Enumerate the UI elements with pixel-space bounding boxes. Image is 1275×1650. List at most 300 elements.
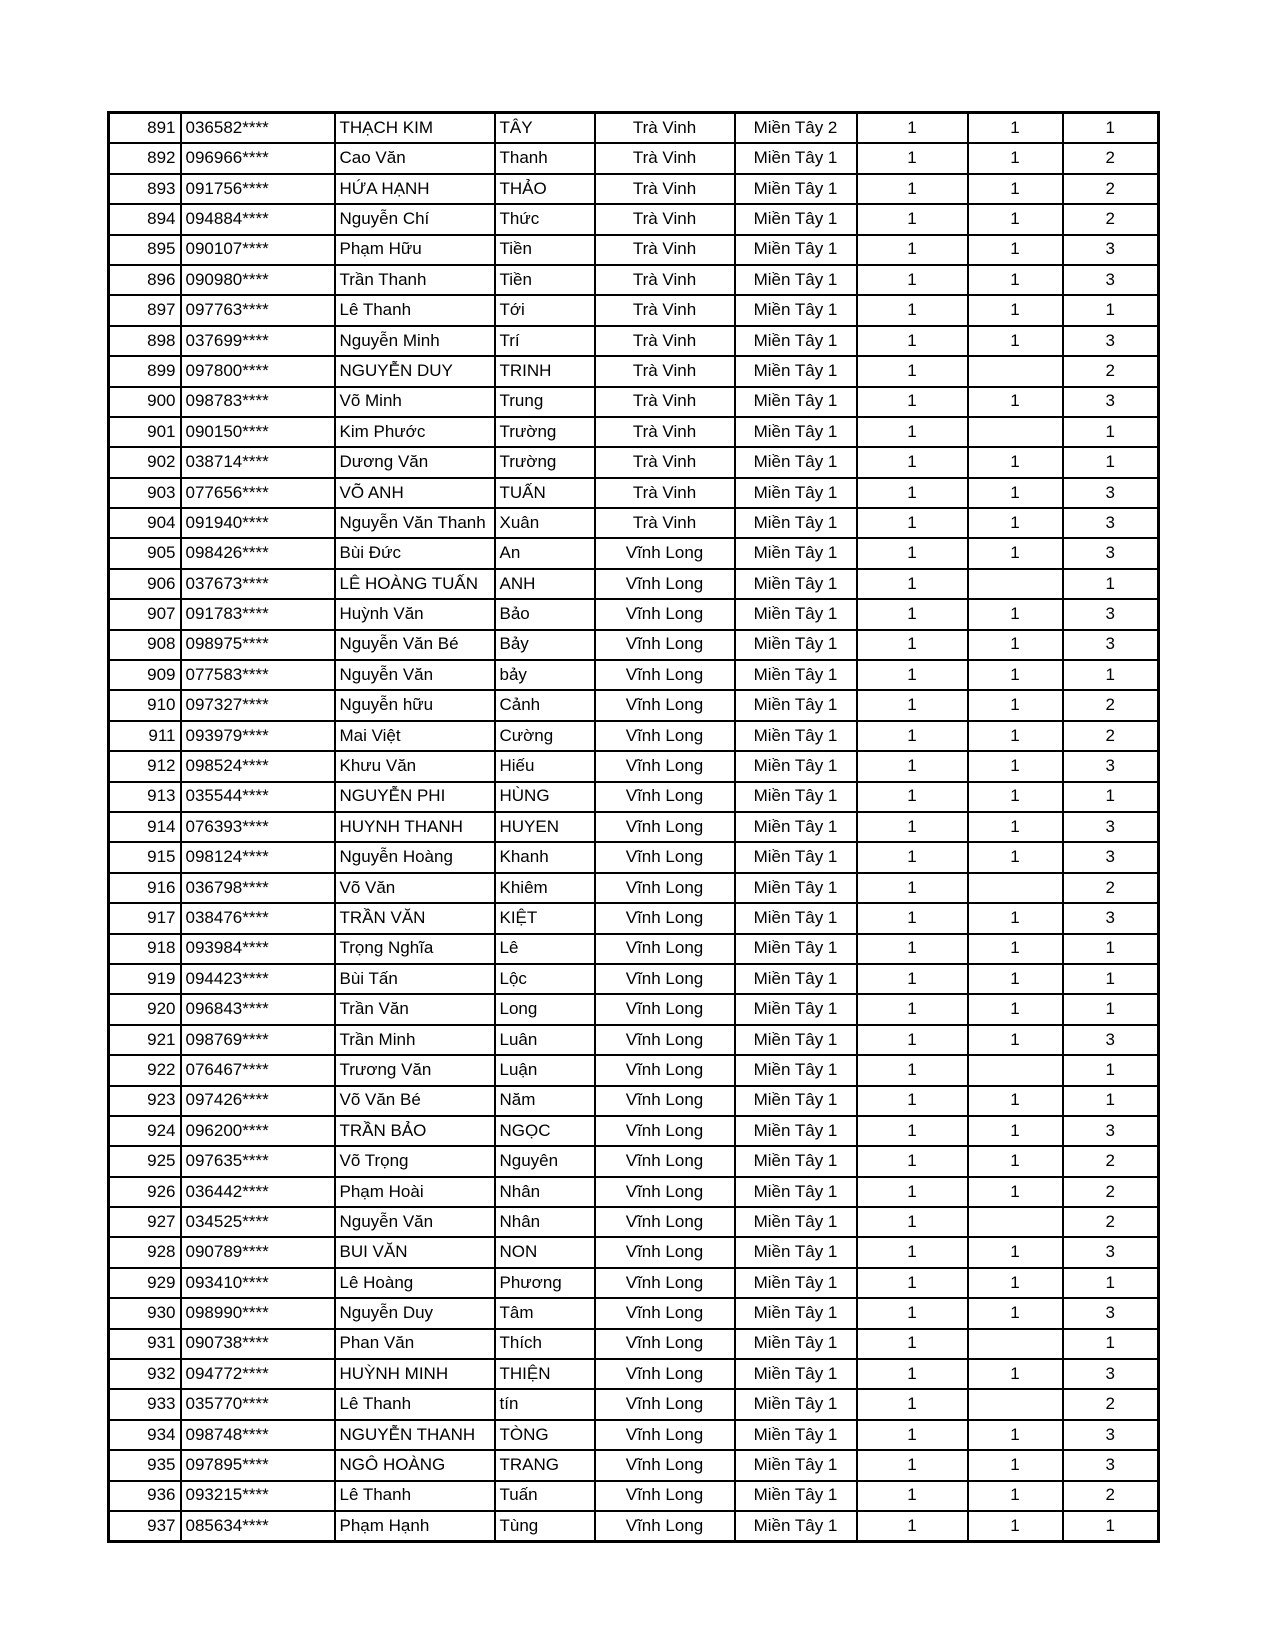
phone-cell: 097327****: [181, 690, 335, 720]
first-name-cell: Nguyễn hữu: [335, 690, 495, 720]
count3-cell: 3: [1063, 387, 1159, 417]
phone-cell: 097426****: [181, 1086, 335, 1116]
row-index-cell: 907: [109, 599, 181, 629]
count3-cell: 2: [1063, 1389, 1159, 1419]
phone-cell: 077583****: [181, 660, 335, 690]
count2-cell: 1: [968, 599, 1063, 629]
province-cell: Vĩnh Long: [595, 690, 735, 720]
phone-cell: 034525****: [181, 1207, 335, 1237]
last-name-cell: Tiền: [495, 235, 595, 265]
province-cell: Vĩnh Long: [595, 1450, 735, 1480]
phone-cell: 098748****: [181, 1420, 335, 1450]
count2-cell: 1: [968, 1237, 1063, 1267]
row-index-cell: 905: [109, 538, 181, 568]
last-name-cell: Nhân: [495, 1207, 595, 1237]
row-index-cell: 891: [109, 113, 181, 144]
table-row: [109, 690, 1159, 720]
phone-cell: 098990****: [181, 1298, 335, 1328]
count3-cell: 2: [1063, 1177, 1159, 1207]
province-cell: Vĩnh Long: [595, 721, 735, 751]
table-row: [109, 204, 1159, 234]
first-name-cell: Võ Trọng: [335, 1146, 495, 1176]
table-row: [109, 1207, 1159, 1237]
count3-cell: 3: [1063, 265, 1159, 295]
count3-cell: 3: [1063, 1359, 1159, 1389]
first-name-cell: TRẦN BẢO: [335, 1116, 495, 1146]
count3-cell: 3: [1063, 630, 1159, 660]
phone-cell: 097763****: [181, 295, 335, 325]
count2-cell: 1: [968, 1420, 1063, 1450]
first-name-cell: Nguyễn Văn Thanh: [335, 508, 495, 538]
first-name-cell: VÕ ANH: [335, 478, 495, 508]
row-index-cell: 926: [109, 1177, 181, 1207]
phone-cell: 038476****: [181, 903, 335, 933]
last-name-cell: Khanh: [495, 842, 595, 872]
count2-cell: 1: [968, 812, 1063, 842]
count2-cell: 1: [968, 265, 1063, 295]
first-name-cell: BUI VĂN: [335, 1237, 495, 1267]
province-cell: Trà Vinh: [595, 478, 735, 508]
phone-cell: 096200****: [181, 1116, 335, 1146]
table-row: [109, 1298, 1159, 1328]
count3-cell: 3: [1063, 235, 1159, 265]
last-name-cell: THIỆN: [495, 1359, 595, 1389]
last-name-cell: Xuân: [495, 508, 595, 538]
table-row: [109, 964, 1159, 994]
province-cell: Vĩnh Long: [595, 1086, 735, 1116]
table-row: [109, 174, 1159, 204]
count1-cell: 1: [857, 721, 968, 751]
first-name-cell: Phạm Hạnh: [335, 1511, 495, 1542]
count1-cell: 1: [857, 1207, 968, 1237]
province-cell: Trà Vinh: [595, 326, 735, 356]
last-name-cell: Nhân: [495, 1177, 595, 1207]
first-name-cell: Phan Văn: [335, 1329, 495, 1359]
count2-cell: 1: [968, 174, 1063, 204]
region-cell: Miền Tây 1: [735, 721, 857, 751]
row-index-cell: 897: [109, 295, 181, 325]
count1-cell: 1: [857, 1450, 968, 1480]
count1-cell: 1: [857, 204, 968, 234]
first-name-cell: Huỳnh Văn: [335, 599, 495, 629]
count3-cell: 2: [1063, 1207, 1159, 1237]
row-index-cell: 902: [109, 447, 181, 477]
row-index-cell: 923: [109, 1086, 181, 1116]
last-name-cell: Cảnh: [495, 690, 595, 720]
last-name-cell: TUẤN: [495, 478, 595, 508]
phone-cell: 090980****: [181, 265, 335, 295]
count2-cell: 1: [968, 721, 1063, 751]
province-cell: Trà Vinh: [595, 356, 735, 386]
first-name-cell: HỨA HẠNH: [335, 174, 495, 204]
count1-cell: 1: [857, 964, 968, 994]
province-cell: Vĩnh Long: [595, 569, 735, 599]
count3-cell: 1: [1063, 1329, 1159, 1359]
province-cell: Trà Vinh: [595, 113, 735, 144]
phone-cell: 090789****: [181, 1237, 335, 1267]
region-cell: Miền Tây 1: [735, 934, 857, 964]
table-row: [109, 1055, 1159, 1085]
phone-cell: 035544****: [181, 782, 335, 812]
first-name-cell: Trần Thanh: [335, 265, 495, 295]
row-index-cell: 896: [109, 265, 181, 295]
province-cell: Trà Vinh: [595, 417, 735, 447]
region-cell: Miền Tây 1: [735, 1359, 857, 1389]
table-row: [109, 387, 1159, 417]
first-name-cell: THẠCH KIM: [335, 113, 495, 144]
region-cell: Miền Tây 1: [735, 1025, 857, 1055]
count3-cell: 1: [1063, 1511, 1159, 1542]
count2-cell: 1: [968, 1359, 1063, 1389]
count2-cell: [968, 873, 1063, 903]
count3-cell: 2: [1063, 873, 1159, 903]
count2-cell: 1: [968, 143, 1063, 173]
first-name-cell: Võ Văn Bé: [335, 1086, 495, 1116]
phone-cell: 098783****: [181, 387, 335, 417]
row-index-cell: 925: [109, 1146, 181, 1176]
table-row: [109, 842, 1159, 872]
table-row: [109, 1389, 1159, 1419]
phone-cell: 093410****: [181, 1268, 335, 1298]
last-name-cell: Tiền: [495, 265, 595, 295]
first-name-cell: LÊ HOÀNG TUẤN: [335, 569, 495, 599]
row-index-cell: 928: [109, 1237, 181, 1267]
table-row: [109, 1025, 1159, 1055]
count2-cell: 1: [968, 113, 1063, 144]
count1-cell: 1: [857, 903, 968, 933]
count2-cell: 1: [968, 934, 1063, 964]
count1-cell: 1: [857, 235, 968, 265]
count3-cell: 2: [1063, 174, 1159, 204]
count2-cell: 1: [968, 235, 1063, 265]
count1-cell: 1: [857, 174, 968, 204]
row-index-cell: 899: [109, 356, 181, 386]
region-cell: Miền Tây 1: [735, 204, 857, 234]
last-name-cell: TÒNG: [495, 1420, 595, 1450]
last-name-cell: Thanh: [495, 143, 595, 173]
phone-cell: 093979****: [181, 721, 335, 751]
count2-cell: 1: [968, 1268, 1063, 1298]
first-name-cell: Võ Văn: [335, 873, 495, 903]
row-index-cell: 901: [109, 417, 181, 447]
count1-cell: 1: [857, 660, 968, 690]
phone-cell: 096843****: [181, 994, 335, 1024]
phone-cell: 093215****: [181, 1481, 335, 1511]
province-cell: Vĩnh Long: [595, 1420, 735, 1450]
table-row: [109, 1146, 1159, 1176]
table-row: [109, 873, 1159, 903]
count2-cell: 1: [968, 1298, 1063, 1328]
province-cell: Vĩnh Long: [595, 1146, 735, 1176]
last-name-cell: Năm: [495, 1086, 595, 1116]
count1-cell: 1: [857, 265, 968, 295]
table-row: [109, 934, 1159, 964]
region-cell: Miền Tây 1: [735, 265, 857, 295]
count3-cell: 3: [1063, 842, 1159, 872]
table-row: [109, 1268, 1159, 1298]
count1-cell: 1: [857, 295, 968, 325]
province-cell: Trà Vinh: [595, 204, 735, 234]
region-cell: Miền Tây 1: [735, 478, 857, 508]
last-name-cell: Bảy: [495, 630, 595, 660]
row-index-cell: 912: [109, 751, 181, 781]
province-cell: Trà Vinh: [595, 447, 735, 477]
region-cell: Miền Tây 1: [735, 143, 857, 173]
count2-cell: 1: [968, 994, 1063, 1024]
count3-cell: 3: [1063, 1025, 1159, 1055]
phone-cell: 090107****: [181, 235, 335, 265]
count2-cell: [968, 1389, 1063, 1419]
count3-cell: 3: [1063, 1450, 1159, 1480]
count2-cell: [968, 1207, 1063, 1237]
count2-cell: [968, 417, 1063, 447]
province-cell: Vĩnh Long: [595, 782, 735, 812]
last-name-cell: THẢO: [495, 174, 595, 204]
row-index-cell: 908: [109, 630, 181, 660]
table-row: [109, 538, 1159, 568]
last-name-cell: Thức: [495, 204, 595, 234]
row-index-cell: 893: [109, 174, 181, 204]
first-name-cell: Nguyễn Văn: [335, 1207, 495, 1237]
first-name-cell: Khưu Văn: [335, 751, 495, 781]
phone-cell: 091940****: [181, 508, 335, 538]
table-row: [109, 478, 1159, 508]
last-name-cell: Thích: [495, 1329, 595, 1359]
count2-cell: 1: [968, 1025, 1063, 1055]
first-name-cell: Lê Thanh: [335, 295, 495, 325]
participants-table-body: [109, 113, 1159, 1542]
row-index-cell: 924: [109, 1116, 181, 1146]
count3-cell: 3: [1063, 1298, 1159, 1328]
region-cell: Miền Tây 1: [735, 873, 857, 903]
count1-cell: 1: [857, 994, 968, 1024]
last-name-cell: TÂY: [495, 113, 595, 144]
row-index-cell: 913: [109, 782, 181, 812]
row-index-cell: 911: [109, 721, 181, 751]
province-cell: Vĩnh Long: [595, 1116, 735, 1146]
table-row: [109, 751, 1159, 781]
first-name-cell: Trần Văn: [335, 994, 495, 1024]
first-name-cell: NGUYỄN DUY: [335, 356, 495, 386]
first-name-cell: TRẦN VĂN: [335, 903, 495, 933]
province-cell: Vĩnh Long: [595, 1298, 735, 1328]
count2-cell: 1: [968, 447, 1063, 477]
count1-cell: 1: [857, 1237, 968, 1267]
last-name-cell: HÙNG: [495, 782, 595, 812]
province-cell: Vĩnh Long: [595, 934, 735, 964]
count3-cell: 3: [1063, 508, 1159, 538]
province-cell: Vĩnh Long: [595, 1055, 735, 1085]
last-name-cell: An: [495, 538, 595, 568]
phone-cell: 096966****: [181, 143, 335, 173]
table-row: [109, 235, 1159, 265]
table-row: [109, 1329, 1159, 1359]
phone-cell: 093984****: [181, 934, 335, 964]
region-cell: Miền Tây 1: [735, 782, 857, 812]
last-name-cell: Bảo: [495, 599, 595, 629]
region-cell: Miền Tây 1: [735, 1298, 857, 1328]
count3-cell: 1: [1063, 660, 1159, 690]
row-index-cell: 910: [109, 690, 181, 720]
last-name-cell: ANH: [495, 569, 595, 599]
region-cell: Miền Tây 1: [735, 751, 857, 781]
count2-cell: 1: [968, 326, 1063, 356]
row-index-cell: 934: [109, 1420, 181, 1450]
region-cell: Miền Tây 1: [735, 295, 857, 325]
count1-cell: 1: [857, 630, 968, 660]
first-name-cell: Phạm Hữu: [335, 235, 495, 265]
count2-cell: 1: [968, 842, 1063, 872]
count2-cell: 1: [968, 478, 1063, 508]
phone-cell: 098124****: [181, 842, 335, 872]
province-cell: Vĩnh Long: [595, 842, 735, 872]
first-name-cell: Nguyễn Văn Bé: [335, 630, 495, 660]
first-name-cell: Nguyễn Chí: [335, 204, 495, 234]
last-name-cell: NON: [495, 1237, 595, 1267]
count3-cell: 1: [1063, 782, 1159, 812]
table-row: [109, 782, 1159, 812]
count1-cell: 1: [857, 1359, 968, 1389]
table-row: [109, 265, 1159, 295]
count1-cell: 1: [857, 1146, 968, 1176]
count1-cell: 1: [857, 751, 968, 781]
count1-cell: 1: [857, 538, 968, 568]
count3-cell: 1: [1063, 417, 1159, 447]
region-cell: Miền Tây 1: [735, 903, 857, 933]
region-cell: Miền Tây 1: [735, 235, 857, 265]
province-cell: Vĩnh Long: [595, 1389, 735, 1419]
count3-cell: 1: [1063, 113, 1159, 144]
last-name-cell: TRANG: [495, 1450, 595, 1480]
count1-cell: 1: [857, 417, 968, 447]
table-row: [109, 508, 1159, 538]
phone-cell: 097800****: [181, 356, 335, 386]
first-name-cell: Nguyễn Hoàng: [335, 842, 495, 872]
phone-cell: 097895****: [181, 1450, 335, 1480]
last-name-cell: HUYEN: [495, 812, 595, 842]
last-name-cell: Tuấn: [495, 1481, 595, 1511]
count2-cell: 1: [968, 782, 1063, 812]
count1-cell: 1: [857, 508, 968, 538]
phone-cell: 077656****: [181, 478, 335, 508]
count3-cell: 2: [1063, 1146, 1159, 1176]
table-row: [109, 660, 1159, 690]
count2-cell: 1: [968, 1086, 1063, 1116]
phone-cell: 036582****: [181, 113, 335, 144]
row-index-cell: 919: [109, 964, 181, 994]
row-index-cell: 930: [109, 1298, 181, 1328]
table-row: [109, 812, 1159, 842]
first-name-cell: Trần Minh: [335, 1025, 495, 1055]
count3-cell: 1: [1063, 1086, 1159, 1116]
phone-cell: 098426****: [181, 538, 335, 568]
table-row: [109, 903, 1159, 933]
region-cell: Miền Tây 1: [735, 690, 857, 720]
row-index-cell: 922: [109, 1055, 181, 1085]
count1-cell: 1: [857, 1055, 968, 1085]
region-cell: Miền Tây 1: [735, 1177, 857, 1207]
count2-cell: 1: [968, 751, 1063, 781]
table-row: [109, 1450, 1159, 1480]
count3-cell: 3: [1063, 538, 1159, 568]
table-row: [109, 994, 1159, 1024]
table-row: [109, 630, 1159, 660]
last-name-cell: Luận: [495, 1055, 595, 1085]
province-cell: Vĩnh Long: [595, 1207, 735, 1237]
row-index-cell: 915: [109, 842, 181, 872]
region-cell: Miền Tây 1: [735, 508, 857, 538]
phone-cell: 037699****: [181, 326, 335, 356]
count3-cell: 2: [1063, 143, 1159, 173]
phone-cell: 094884****: [181, 204, 335, 234]
table-row: [109, 113, 1159, 144]
count3-cell: 3: [1063, 478, 1159, 508]
first-name-cell: Trương Văn: [335, 1055, 495, 1085]
first-name-cell: NGUYỄN THANH: [335, 1420, 495, 1450]
count1-cell: 1: [857, 143, 968, 173]
row-index-cell: 914: [109, 812, 181, 842]
count3-cell: 3: [1063, 1420, 1159, 1450]
phone-cell: 098975****: [181, 630, 335, 660]
count2-cell: [968, 1055, 1063, 1085]
last-name-cell: Tùng: [495, 1511, 595, 1542]
province-cell: Vĩnh Long: [595, 1329, 735, 1359]
count1-cell: 1: [857, 1481, 968, 1511]
phone-cell: 091783****: [181, 599, 335, 629]
first-name-cell: Mai Việt: [335, 721, 495, 751]
count3-cell: 1: [1063, 569, 1159, 599]
table-row: [109, 326, 1159, 356]
province-cell: Trà Vinh: [595, 143, 735, 173]
count2-cell: 1: [968, 1177, 1063, 1207]
table-row: [109, 143, 1159, 173]
count2-cell: 1: [968, 295, 1063, 325]
count3-cell: 2: [1063, 1481, 1159, 1511]
count1-cell: 1: [857, 934, 968, 964]
count3-cell: 3: [1063, 599, 1159, 629]
first-name-cell: HUỲNH MINH: [335, 1359, 495, 1389]
first-name-cell: Võ Minh: [335, 387, 495, 417]
province-cell: Trà Vinh: [595, 295, 735, 325]
region-cell: Miền Tây 1: [735, 387, 857, 417]
count1-cell: 1: [857, 1086, 968, 1116]
row-index-cell: 932: [109, 1359, 181, 1389]
count3-cell: 1: [1063, 1268, 1159, 1298]
province-cell: Trà Vinh: [595, 387, 735, 417]
count1-cell: 1: [857, 599, 968, 629]
row-index-cell: 906: [109, 569, 181, 599]
first-name-cell: Dương Văn: [335, 447, 495, 477]
region-cell: Miền Tây 1: [735, 660, 857, 690]
count3-cell: 3: [1063, 751, 1159, 781]
first-name-cell: Cao Văn: [335, 143, 495, 173]
last-name-cell: Phương: [495, 1268, 595, 1298]
participants-table: [107, 111, 1160, 1543]
table-row: [109, 721, 1159, 751]
row-index-cell: 933: [109, 1389, 181, 1419]
count2-cell: 1: [968, 903, 1063, 933]
province-cell: Vĩnh Long: [595, 751, 735, 781]
count1-cell: 1: [857, 1420, 968, 1450]
region-cell: Miền Tây 1: [735, 1511, 857, 1542]
phone-cell: 094772****: [181, 1359, 335, 1389]
province-cell: Vĩnh Long: [595, 1237, 735, 1267]
count3-cell: 3: [1063, 812, 1159, 842]
region-cell: Miền Tây 1: [735, 1237, 857, 1267]
first-name-cell: NGÔ HOÀNG: [335, 1450, 495, 1480]
count1-cell: 1: [857, 569, 968, 599]
row-index-cell: 895: [109, 235, 181, 265]
